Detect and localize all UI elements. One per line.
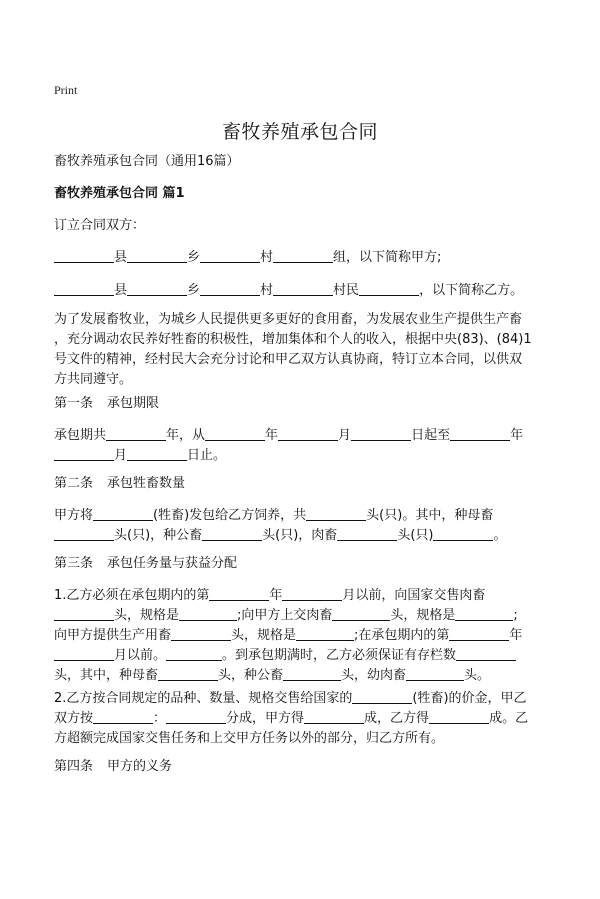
blank-field[interactable]	[54, 647, 114, 661]
blank-field[interactable]	[456, 647, 516, 661]
blank-field[interactable]	[200, 282, 260, 296]
blank-field[interactable]	[406, 667, 464, 681]
blank-field[interactable]	[306, 507, 366, 521]
article-1-body: 承包期共 年，从 年 月 日起至 年 月 日止。	[54, 428, 524, 463]
blank-field[interactable]	[351, 427, 411, 441]
blank-field[interactable]	[332, 607, 390, 621]
blank-field[interactable]	[54, 607, 114, 621]
blank-field[interactable]	[449, 627, 509, 641]
preamble-paragraph: 为了发展畜牧业，为城乡人民提供更多更好的食用畜，为发展农业生产提供生产畜 ，充分调动农民养好牲畜的积极性，增加集体和个人的收入，根据中央(83)、(84)1 号文件的精神，经村民大会充分讨论和甲乙双方认真协商，特订立本合同，以供双 方共同遵守。	[54, 312, 532, 387]
blank-field[interactable]	[54, 282, 114, 296]
blank-field[interactable]	[304, 710, 364, 724]
blank-field[interactable]	[171, 627, 231, 641]
section-heading: 畜牧养殖承包合同 篇1	[54, 186, 185, 201]
blank-field[interactable]	[359, 282, 419, 296]
blank-field[interactable]	[54, 447, 114, 461]
article-4-heading: 第四条 甲方的义务	[54, 759, 173, 774]
blank-field[interactable]	[166, 710, 226, 724]
blank-field[interactable]	[179, 607, 237, 621]
blank-field[interactable]	[273, 282, 333, 296]
blank-field[interactable]	[278, 427, 338, 441]
article-2-body: 甲方将 (牲畜)发包给乙方饲养，共 头(只)。其中，种母畜 头(只)，种公畜 头(只)，肉畜 头(只) 。	[54, 508, 507, 543]
blank-field[interactable]	[127, 282, 187, 296]
blank-field[interactable]	[202, 527, 262, 541]
article-3-heading: 第三条 承包任务量与获益分配	[54, 556, 238, 571]
blank-field[interactable]	[106, 427, 166, 441]
blank-field[interactable]	[200, 249, 260, 263]
blank-field[interactable]	[93, 507, 153, 521]
blank-field[interactable]	[433, 527, 493, 541]
article-3-item-2: 2.乙方按合同规定的品种、数量、规格交售给国家的 (牲畜)的价金，甲乙 双方按 ： 分成，甲方得 成，乙方得 成。乙 方超额完成国家交售任务和上交甲方任务以外的部分，归乙方所有。	[54, 691, 529, 746]
blank-field[interactable]	[54, 249, 114, 263]
blank-field[interactable]	[209, 587, 269, 601]
blank-field[interactable]	[127, 249, 187, 263]
blank-field[interactable]	[273, 249, 333, 263]
article-3-item-1: 1.乙方必须在承包期内的第 年 月以前，向国家交售肉畜 头，规格是 ;向甲方上交肉畜 头，规格是 ; 向甲方提供生产用畜 头，规格是 ;在承包期内的第 年 月以前。 。到承包期满时，乙方必须保证有存栏数 头，其中，种母畜 头，种公畜 头，幼肉畜 头。	[54, 588, 523, 683]
article-2-heading: 第二条 承包牲畜数量	[54, 476, 186, 491]
article-1-heading: 第一条 承包期限	[54, 396, 160, 411]
blank-field[interactable]	[127, 447, 187, 461]
party-a-line: 县 乡 村 组，以下简称甲方;	[54, 248, 549, 268]
blank-field[interactable]	[352, 690, 412, 704]
blank-field[interactable]	[283, 667, 341, 681]
blank-field[interactable]	[429, 710, 489, 724]
document-subtitle: 畜牧养殖承包合同（通用16篇）	[54, 154, 240, 169]
blank-field[interactable]	[205, 427, 265, 441]
blank-field[interactable]	[166, 647, 222, 661]
print-label[interactable]: Print	[54, 83, 78, 97]
blank-field[interactable]	[455, 607, 513, 621]
blank-field[interactable]	[282, 587, 342, 601]
blank-field[interactable]	[54, 527, 114, 541]
blank-field[interactable]	[337, 527, 397, 541]
party-b-line: 县 乡 村 村民 ，以下简称乙方。	[54, 281, 549, 301]
blank-field[interactable]	[450, 427, 510, 441]
blank-field[interactable]	[93, 710, 153, 724]
document-title: 畜牧养殖承包合同	[221, 121, 378, 143]
parties-intro: 订立合同双方：	[54, 218, 146, 233]
blank-field[interactable]	[158, 667, 218, 681]
blank-field[interactable]	[296, 627, 354, 641]
